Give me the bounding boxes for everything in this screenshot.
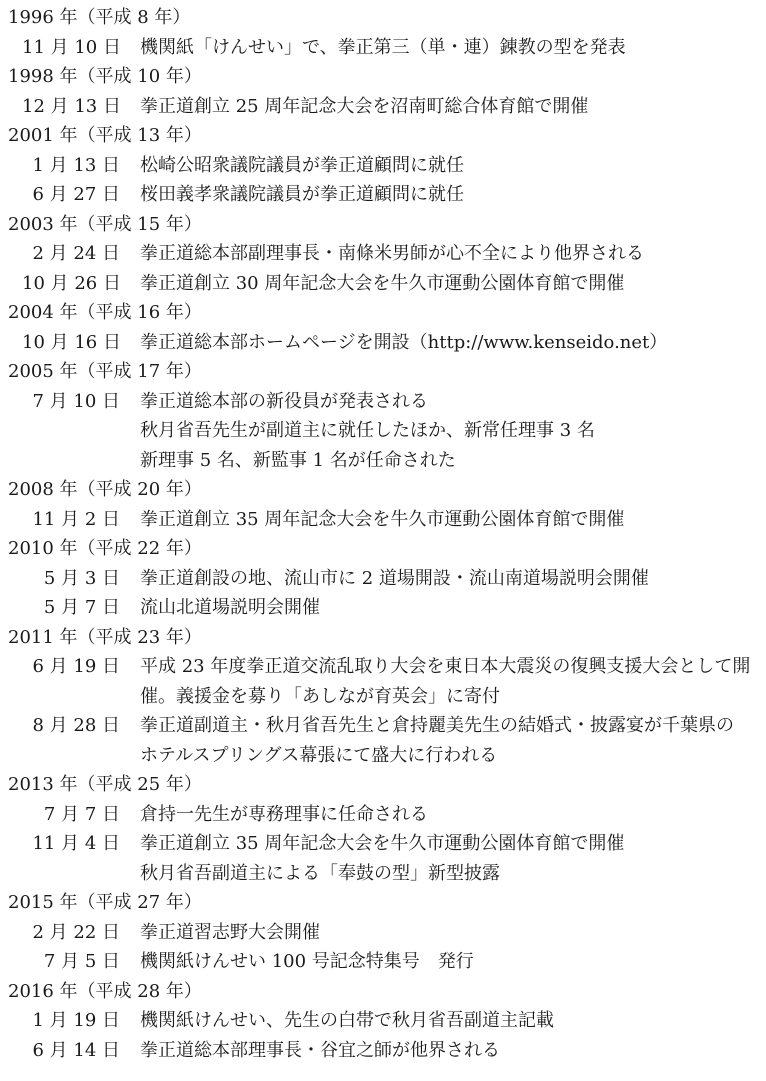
event-text: 秋月省吾先生が副道主に就任したほか、新常任理事 3 名 [140, 420, 595, 441]
year-heading-row [0, 623, 766, 653]
event-text: 松崎公昭衆議院議員が拳正道顧問に就任 [140, 154, 464, 176]
event-text: 拳正道創立 35 周年記念大会を牛久市運動公園体育館で開催 [140, 833, 625, 854]
event-date: 6 月 27 日 [32, 184, 120, 205]
event-date: 10 月 26 日 [22, 272, 121, 294]
year-heading: 2004 年（平成 16 年） [8, 302, 202, 323]
event-continuation-row [0, 446, 766, 476]
event-text: 流山北道場説明会開催 [140, 597, 320, 618]
year-heading-row [0, 475, 766, 505]
event-row [0, 505, 766, 535]
event-continuation-row [0, 416, 766, 446]
event-row [0, 239, 766, 269]
event-text: 拳正道創立 30 周年記念大会を牛久市運動公園体育館で開催 [140, 272, 625, 294]
event-continuation-row [0, 741, 766, 771]
event-date: 5 月 3 日 [43, 567, 120, 589]
year-heading: 2003 年（平成 15 年） [8, 213, 202, 235]
event-date: 10 月 16 日 [22, 331, 121, 353]
event-row [0, 800, 766, 830]
event-date: 11 月 4 日 [32, 833, 120, 854]
event-text: ホテルスプリングス幕張にて盛大に行われる [140, 744, 498, 766]
event-row [0, 829, 766, 859]
year-heading-row [0, 888, 766, 918]
year-heading-row [0, 210, 766, 240]
event-date: 2 月 24 日 [32, 243, 120, 264]
year-heading-row [0, 534, 766, 564]
event-continuation-row [0, 859, 766, 889]
event-text: 秋月省吾副道主による「奉鼓の型」新型披露 [140, 862, 500, 884]
event-text: 機関紙「けんせい」で、拳正第三（単・連）錬教の型を発表 [140, 36, 626, 58]
event-row [0, 1006, 766, 1036]
event-date: 11 月 2 日 [32, 508, 120, 530]
year-heading: 2016 年（平成 28 年） [8, 980, 202, 1002]
event-row [0, 151, 766, 181]
event-row [0, 593, 766, 623]
event-date: 11 月 10 日 [22, 36, 121, 58]
year-heading-row [0, 62, 766, 92]
event-date: 7 月 10 日 [32, 390, 120, 412]
event-row [0, 387, 766, 417]
year-heading: 2005 年（平成 17 年） [8, 361, 202, 382]
event-row [0, 652, 766, 682]
event-text: 新理事 5 名、新監事 1 名が任命された [140, 449, 456, 471]
event-text: 機関紙けんせい 100 号記念特集号 発行 [140, 951, 474, 972]
year-heading-row [0, 770, 766, 800]
year-heading-row [0, 298, 766, 328]
event-date: 7 月 5 日 [43, 951, 120, 972]
event-row [0, 1036, 766, 1066]
year-heading-row [0, 3, 766, 33]
event-row [0, 92, 766, 122]
event-date: 6 月 14 日 [32, 1039, 120, 1061]
year-heading: 2015 年（平成 27 年） [8, 892, 202, 913]
event-text: 拳正道習志野大会開催 [140, 921, 320, 943]
event-text: 拳正道総本部の新役員が発表される [140, 390, 428, 412]
event-date: 1 月 19 日 [32, 1010, 120, 1031]
event-text: 拳正道創設の地、流山市に 2 道場開設・流山南道場説明会開催 [140, 567, 649, 589]
event-row [0, 180, 766, 210]
year-heading: 2011 年（平成 23 年） [8, 626, 202, 648]
event-date: 1 月 13 日 [32, 154, 120, 176]
event-text: 拳正道創立 35 周年記念大会を牛久市運動公園体育館で開催 [140, 508, 625, 530]
event-row [0, 947, 766, 977]
event-continuation-row [0, 682, 766, 712]
event-date: 12 月 13 日 [22, 95, 121, 117]
event-text: 機関紙けんせい、先生の白帯で秋月省吾副道主記載 [140, 1010, 554, 1031]
event-text: 拳正道総本部理事長・谷宜之師が他界される [140, 1039, 500, 1061]
event-row [0, 564, 766, 594]
year-heading: 2001 年（平成 13 年） [8, 125, 202, 146]
event-date: 7 月 7 日 [43, 803, 120, 825]
event-text: 拳正道総本部副理事長・南條米男師が心不全により他界される [140, 243, 644, 264]
year-heading-row [0, 977, 766, 1007]
event-text: 倉持一先生が専務理事に任命される [140, 803, 428, 825]
year-heading-row [0, 357, 766, 387]
event-text: 拳正道創立 25 周年記念大会を沼南町総合体育館で開催 [140, 95, 589, 117]
event-text: 拳正道副道主・秋月省吾先生と倉持麗美先生の結婚式・披露宴が千葉県の [140, 715, 734, 736]
event-text: 平成 23 年度拳正道交流乱取り大会を東日本大震災の復興支援大会として開 [140, 656, 751, 677]
year-heading: 2010 年（平成 22 年） [8, 538, 202, 559]
year-heading-row [0, 121, 766, 151]
year-heading: 2008 年（平成 20 年） [8, 479, 202, 500]
event-date: 8 月 28 日 [32, 715, 120, 736]
event-row [0, 33, 766, 63]
event-date: 6 月 19 日 [32, 656, 120, 677]
event-row [0, 328, 766, 358]
event-row [0, 711, 766, 741]
event-row [0, 918, 766, 948]
event-row [0, 269, 766, 299]
event-text: 催。義援金を募り「あしなが育英会」に寄付 [140, 685, 500, 707]
event-date: 2 月 22 日 [32, 921, 120, 943]
year-heading: 1996 年（平成 8 年） [8, 7, 191, 28]
event-text: 桜田義孝衆議院議員が拳正道顧問に就任 [140, 184, 464, 205]
event-date: 5 月 7 日 [43, 597, 120, 618]
year-heading: 2013 年（平成 25 年） [8, 774, 202, 795]
year-heading: 1998 年（平成 10 年） [8, 66, 202, 87]
event-text: 拳正道総本部ホームページを開設（http://www.kenseido.net） [140, 331, 668, 353]
